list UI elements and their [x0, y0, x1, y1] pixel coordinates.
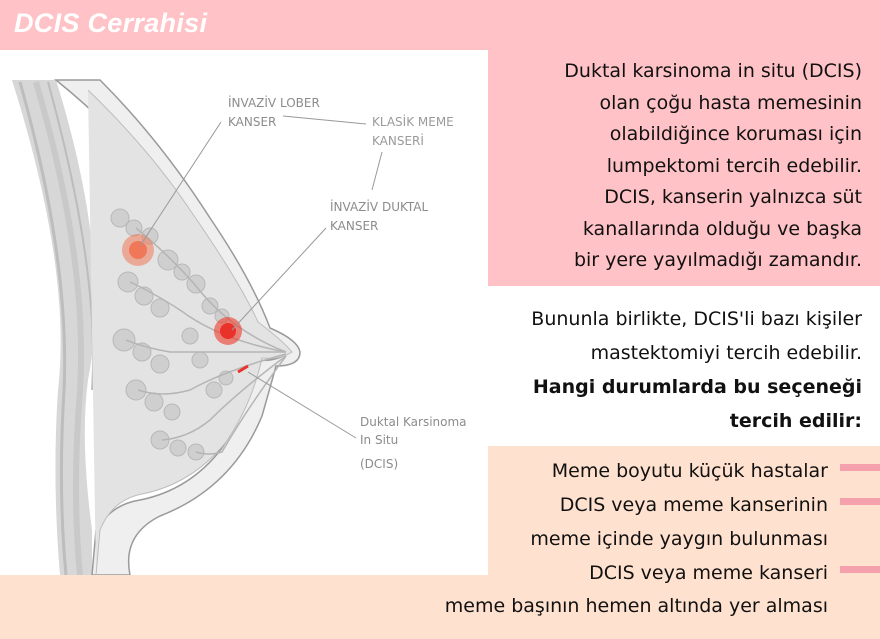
condition-item: DCIS veya meme kanserinin — [559, 494, 828, 516]
mid-line: Bununla birlikte, DCIS'li bazı kişiler — [531, 308, 862, 330]
label-lobular-line2: KANSER — [228, 115, 277, 129]
intro-line: kanallarında olduğu ve başka — [582, 217, 862, 240]
intro-line: olan çoğu hasta memesinin — [599, 91, 862, 114]
intro-line: DCIS, kanserin yalnızca süt — [604, 186, 862, 208]
intro-text — [462, 56, 862, 277]
intro-line: bir yere yayılmadığı zamandır. — [573, 249, 862, 271]
mid-line: mastektomiyi tercih edebilir. — [590, 342, 862, 364]
label-dcis-line1: Duktal Karsinoma — [360, 415, 467, 429]
label-classic-line1: KLASİK MEME — [372, 115, 454, 129]
bullet-dash — [840, 498, 880, 505]
breast-anatomy-diagram — [0, 60, 488, 575]
condition-item-cont: meme başının hemen altında yer alması — [444, 595, 828, 617]
condition-item-cont: meme içinde yaygın bulunması — [530, 528, 828, 550]
intro-line: lumpektomi tercih edebilir. — [606, 154, 862, 177]
label-ductal-line1: İNVAZİV DUKTAL — [330, 200, 429, 214]
bullet-dash — [840, 464, 880, 471]
label-ductal-line2: KANSER — [330, 219, 379, 233]
intro-line: olabildiğince koruması için — [609, 123, 862, 145]
label-dcis-line2: In Situ — [360, 433, 399, 447]
label-lobular-line1: İNVAZİV LOBER — [228, 96, 320, 110]
page-title: DCIS Cerrahisi — [14, 8, 208, 38]
label-dcis-line3: (DCIS) — [360, 457, 399, 471]
condition-item: Meme boyutu küçük hastalar — [551, 460, 828, 482]
question-line: Hangi durumlarda bu seçeneği — [532, 376, 862, 398]
question-line: tercih edilir: — [729, 410, 862, 432]
condition-item: DCIS veya meme kanseri — [589, 562, 828, 584]
bullet-dash — [840, 566, 880, 573]
mastectomy-text — [531, 302, 862, 438]
label-classic-line2: KANSERİ — [372, 134, 424, 148]
intro-line: Duktal karsinoma in situ (DCIS) — [564, 60, 862, 82]
